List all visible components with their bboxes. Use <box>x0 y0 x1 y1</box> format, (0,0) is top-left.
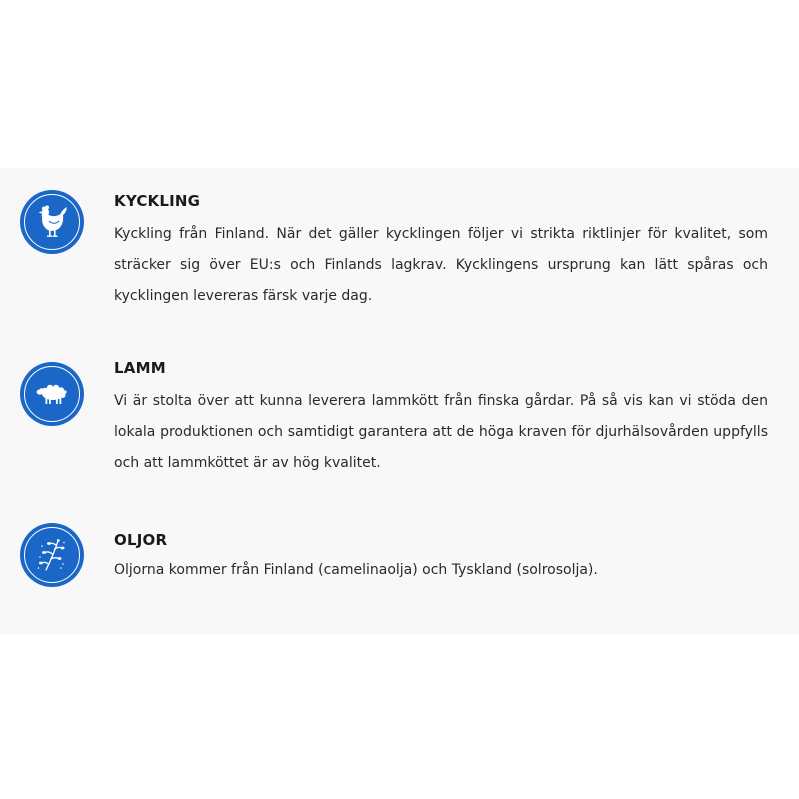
chicken-icon <box>20 190 84 254</box>
section-text: Vi är stolta över att kunna leverera lammkött från finska gårdar. På så vis kan vi stöda den lokala produktionen och samtidigt garantera att de höga kraven för djurhälsovården uppfylls och att lammköttet är av hög kvalitet. <box>114 393 768 471</box>
section-text: Oljorna kommer från Finland (camelinaolja) och Tyskland (solrosolja). <box>114 562 598 578</box>
content-panel <box>0 168 799 634</box>
section-title: OLJOR <box>114 531 168 549</box>
section-title: LAMM <box>114 359 166 377</box>
section-title: KYCKLING <box>114 192 201 210</box>
section-text: Kyckling från Finland. När det gäller kycklingen följer vi strikta riktlinjer för kvalitet, som sträcker sig över EU:s och Finlands lagkrav. Kycklingens ursprung kan lätt spåras och kycklingen levereras färsk varje dag. <box>114 226 768 304</box>
sheep-icon <box>20 362 84 426</box>
plant-icon <box>20 523 84 587</box>
